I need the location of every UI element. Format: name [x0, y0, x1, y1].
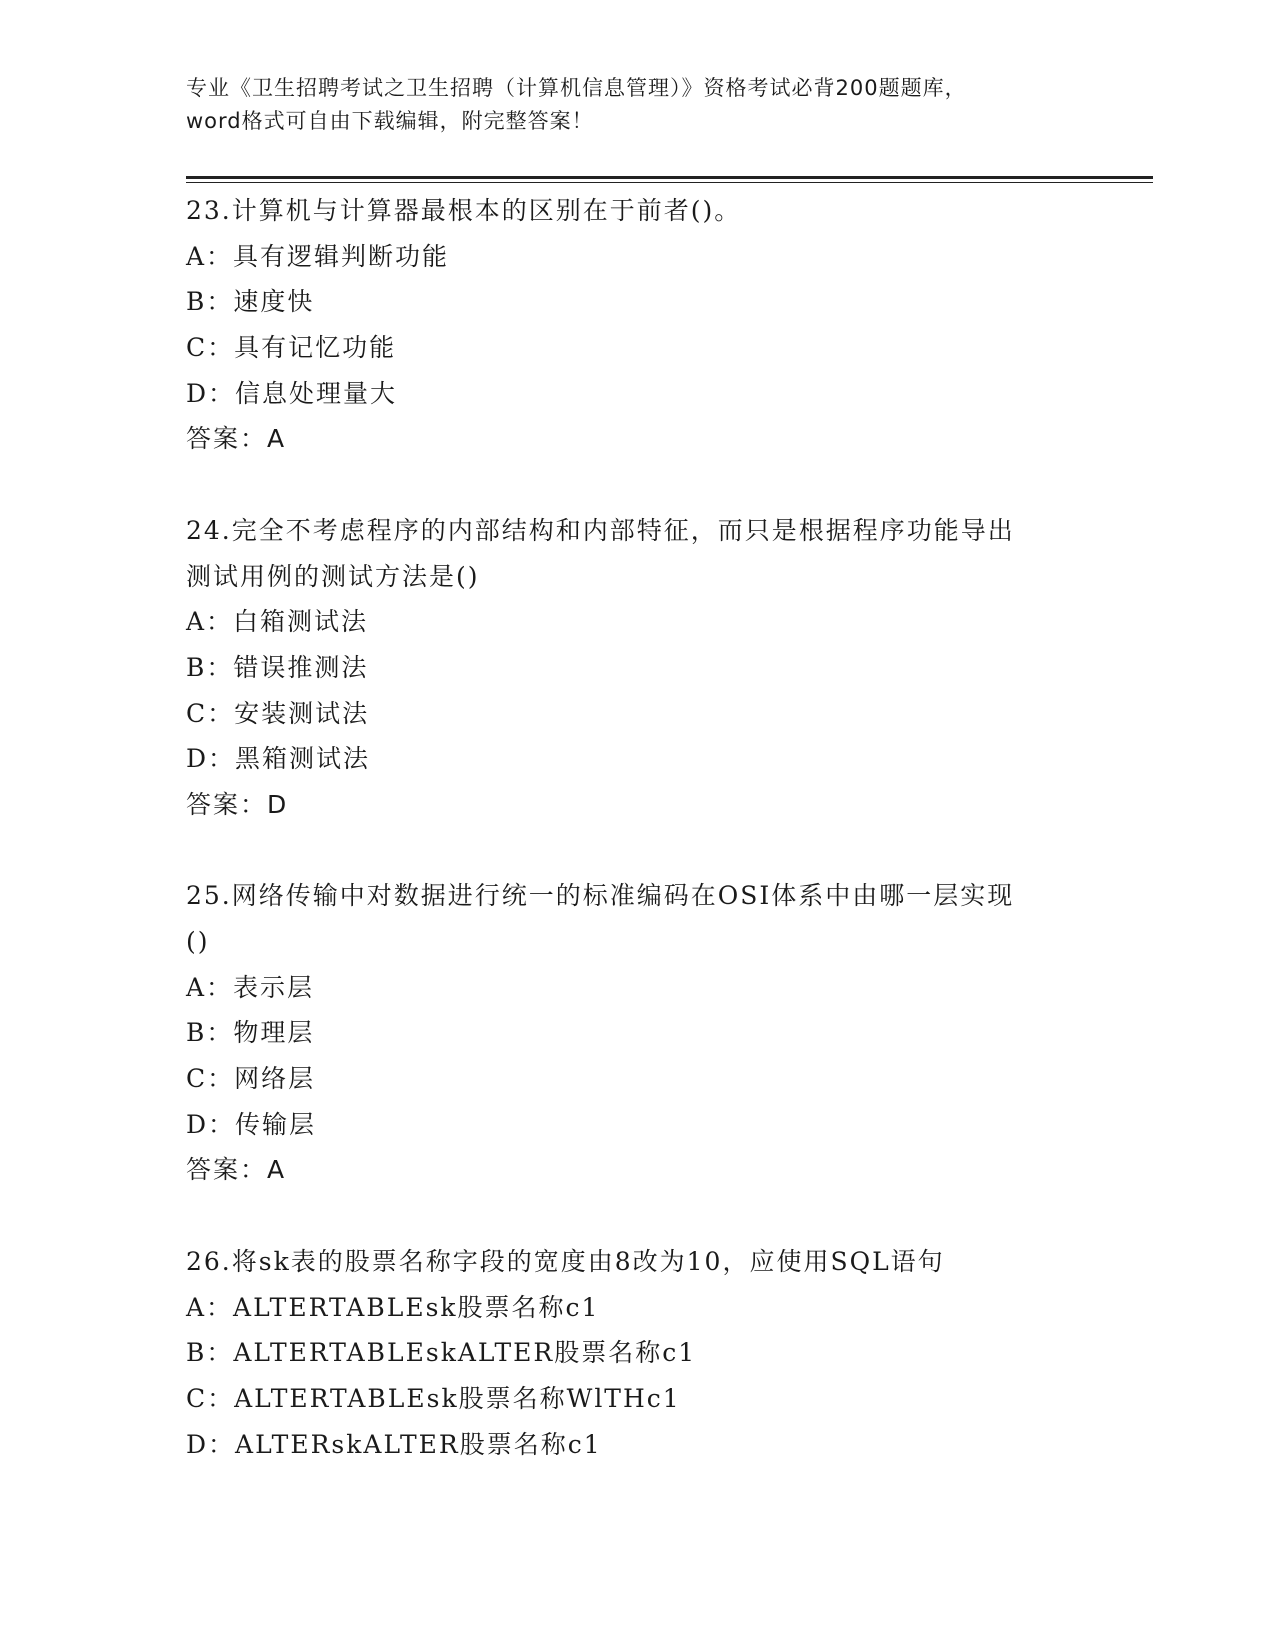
question-text: 23.计算机与计算器最根本的区别在于前者()。: [186, 196, 742, 225]
option-a: A：具有逻辑判断功能: [186, 241, 450, 271]
answer-line: 答案：A: [186, 1155, 287, 1185]
question-list: [186, 188, 1086, 1467]
option-c: C：具有记忆功能: [186, 333, 397, 363]
question-text-continued: 测试用例的测试方法是(): [186, 561, 480, 591]
question-text: 24.完全不考虑程序的内部结构和内部特征，而只是根据程序功能导出: [186, 515, 1015, 545]
spacer: [186, 828, 1086, 874]
answer-line: 答案：D: [186, 789, 289, 819]
option-d: D：ALTERskALTER股票名称c1: [186, 1429, 602, 1459]
option-c: C：网络层: [186, 1064, 316, 1094]
option-b: B：错误推测法: [186, 652, 369, 682]
option-b: B：ALTERTABLEskALTER股票名称c1: [186, 1338, 697, 1368]
option-c: C：ALTERTABLEsk股票名称WlTHc1: [186, 1383, 681, 1413]
question-block: [186, 1239, 1086, 1467]
header-divider: [186, 176, 1153, 179]
option-c: C：安装测试法: [186, 698, 370, 728]
option-d: D：传输层: [186, 1109, 317, 1139]
header-divider-thin: [186, 182, 1153, 183]
question-block: [186, 188, 1086, 462]
question-block: [186, 508, 1086, 828]
header-line-1: 专业《卫生招聘考试之卫生招聘（计算机信息管理）》资格考试必背200题题库，: [186, 76, 967, 100]
question-text-continued: (): [186, 927, 210, 956]
question-text: 25.网络传输中对数据进行统一的标准编码在OSI体系中由哪一层实现: [186, 881, 1015, 911]
option-d: D：黑箱测试法: [186, 744, 371, 774]
question-text: 26.将sk表的股票名称字段的宽度由8改为10，应使用SQL语句: [186, 1246, 945, 1276]
spacer: [186, 462, 1086, 508]
option-a: A：表示层: [186, 972, 315, 1002]
option-d: D：信息处理量大: [186, 378, 398, 408]
document-header: [186, 72, 1086, 138]
option-b: B：物理层: [186, 1018, 315, 1048]
spacer: [186, 1193, 1086, 1239]
option-a: A：ALTERTABLEsk股票名称c1: [186, 1292, 600, 1322]
option-a: A：白箱测试法: [186, 607, 369, 637]
question-block: [186, 873, 1086, 1193]
answer-line: 答案：A: [186, 424, 287, 454]
header-line-2: word格式可自由下载编辑，附完整答案！: [186, 109, 594, 133]
option-b: B：速度快: [186, 287, 315, 317]
